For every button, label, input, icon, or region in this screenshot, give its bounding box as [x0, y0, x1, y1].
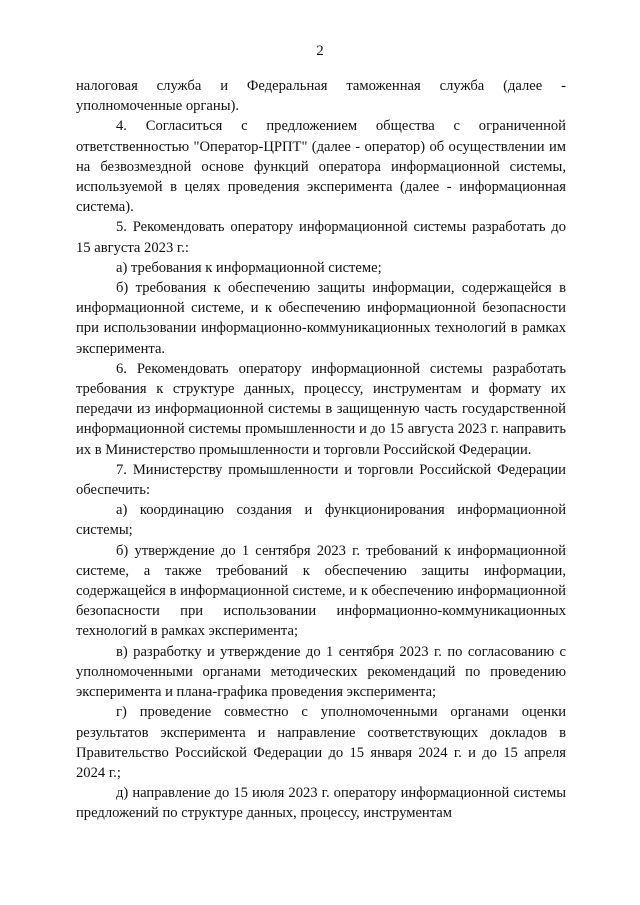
paragraph-item-7e: д) направление до 15 июля 2023 г. оператору информационной системы предложений по структуре данных, процессу, инструментам: [76, 785, 566, 822]
paragraph-item-7d: г) проведение совместно с уполномоченными органами оценки результатов эксперимента и направление соответствующих докладов в Правительство Российской Федерации до 15 января 2024 г. и до 15 апреля 2024 г.;: [76, 704, 566, 781]
page-number: 2: [316, 43, 324, 59]
paragraph-item-5a: а) требования к информационной системе;: [116, 259, 382, 276]
paragraph-item-7c: в) разработку и утверждение до 1 сентября 2023 г. по согласованию с уполномоченными органами методических рекомендаций по проведению эксперимента и плана-графика проведения эксперимента;: [76, 643, 566, 701]
paragraph-item-7a: а) координацию создания и функционирования информационной системы;: [76, 502, 566, 539]
paragraph-item-5b: б) требования к обеспечению защиты информации, содержащейся в информационной системе, и к обеспечению информационной безопасности при использовании информационно-коммуникационных технологий в рамках эксперимента.: [76, 280, 566, 357]
paragraph-continuation: налоговая служба и Федеральная таможенная служба (далее - уполномоченные органы).: [76, 78, 566, 115]
paragraph-item-5: 5. Рекомендовать оператору информационной системы разработать до 15 августа 2023 г.:: [76, 219, 566, 256]
paragraph-item-7: 7. Министерству промышленности и торговли Российской Федерации обеспечить:: [76, 461, 566, 499]
paragraph-item-4: 4. Согласиться с предложением общества с ограниченной ответственностью "Оператор-ЦРПТ" (далее - оператор) об осуществлении им на безвозмездной основе функций оператора информационной системы, используемой в целях проведения эксперимента (далее - информационная система).: [76, 118, 566, 216]
document-body: [76, 76, 566, 824]
paragraph-item-6: 6. Рекомендовать оператору информационной системы разработать требования к структуре данных, процессу, инструментам и формату их передачи из информационной системы в защищенную часть государственной информационной системы промышленности и до 15 августа 2023 г. направить их в Министерство промышленности и торговли Российской Федерации.: [76, 360, 566, 458]
paragraph-item-7b: б) утверждение до 1 сентября 2023 г. требований к информационной системе, а также требований к обеспечению защиты информации, содержащейся в информационной системе, и к обеспечению информационной безопасности при использовании информационно-коммуникационных технологий в рамках эксперимента;: [76, 542, 566, 640]
